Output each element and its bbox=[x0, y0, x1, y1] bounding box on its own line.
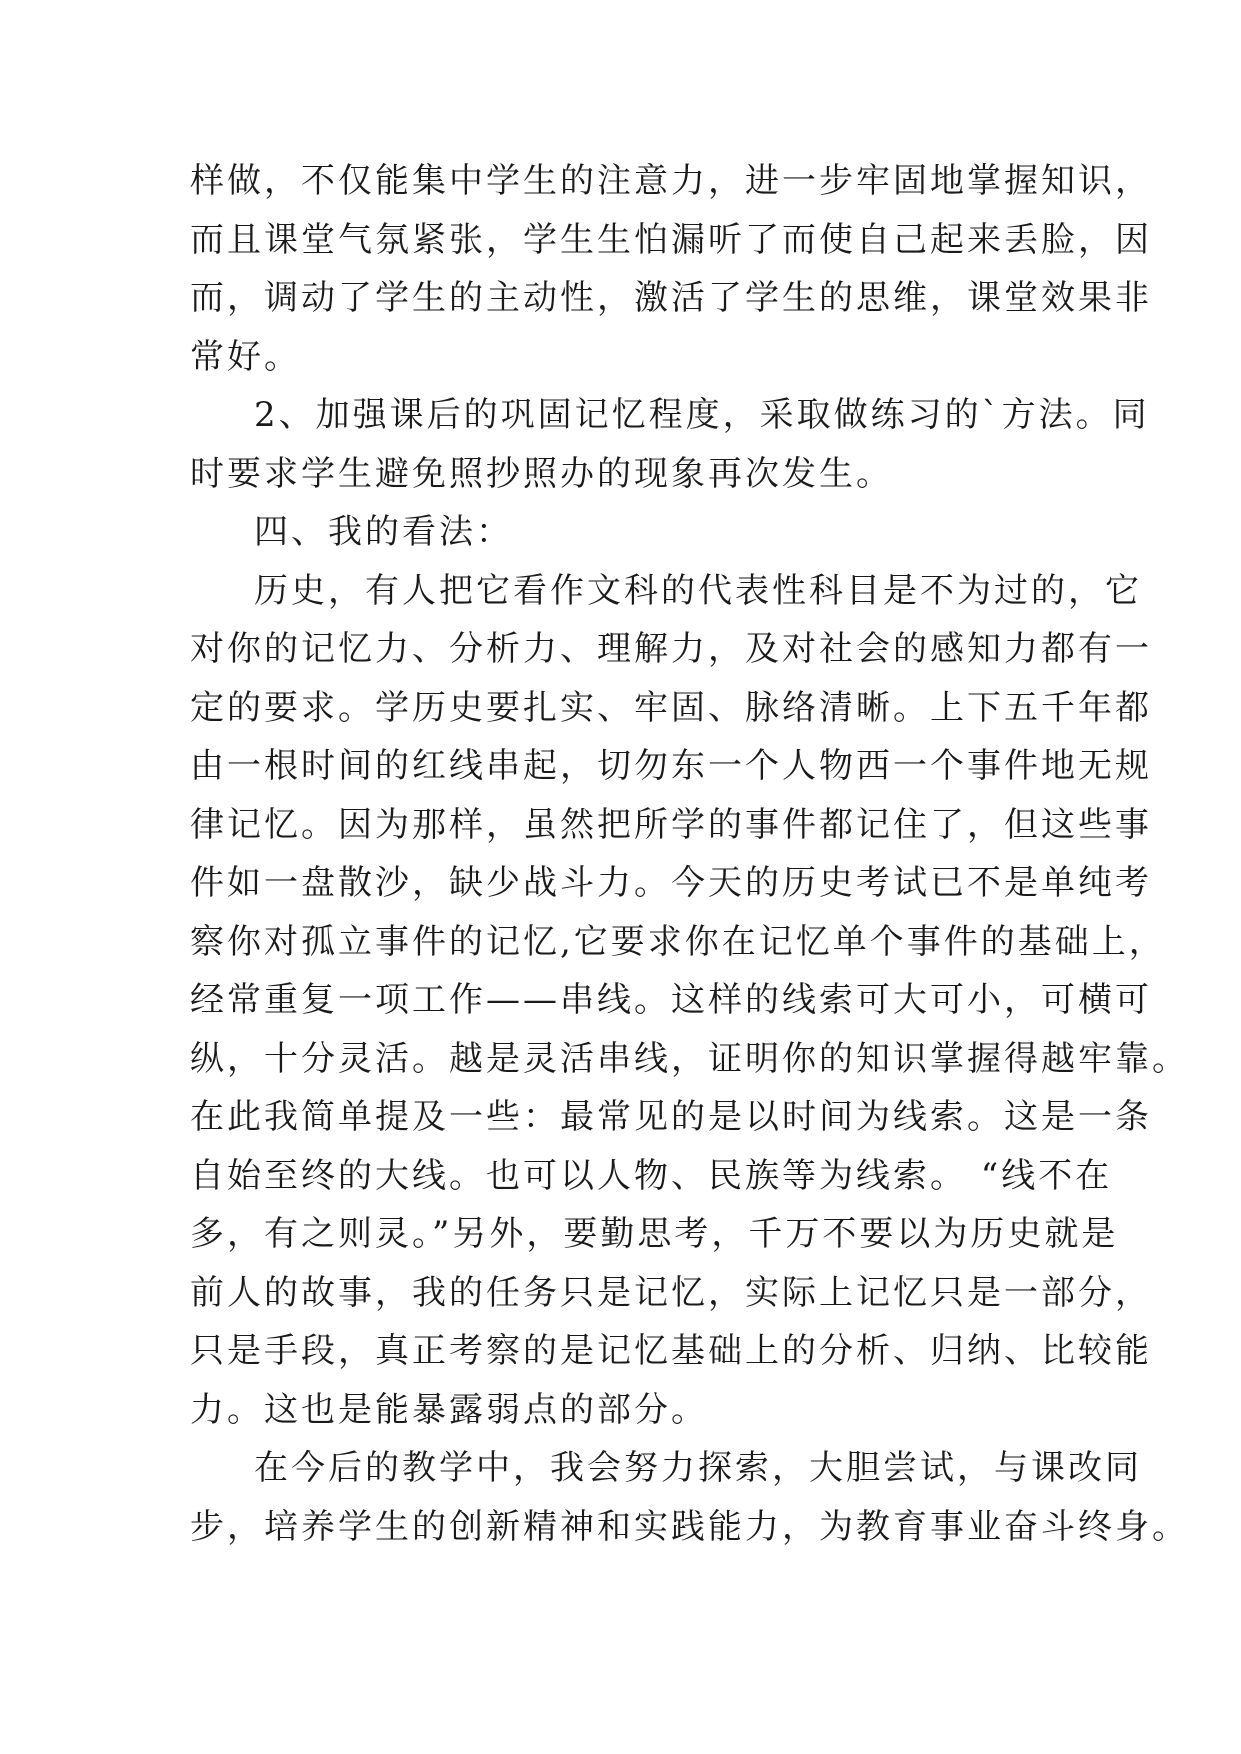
section-heading: 四、我的看法： bbox=[254, 512, 513, 552]
text-line: 时要求学生避免照抄照办的现象再次发生。 bbox=[190, 453, 893, 494]
text-line: 经常重复一项工作——串线。这样的线索可大可小，可横可 bbox=[190, 980, 1152, 1020]
text-line: 件如一盘散沙，缺少战斗力。今天的历史考试已不是单纯考 bbox=[190, 863, 1152, 903]
text-line: 力。这也是能暴露弱点的部分。 bbox=[190, 1389, 708, 1430]
text-line: 自始至终的大线。也可以人物、民族等为线索。 “线不在 bbox=[190, 1155, 1113, 1196]
text-line: 前人的故事，我的任务只是记忆，实际上记忆只是一部分， bbox=[190, 1272, 1152, 1313]
paragraph-start-line: 在今后的教学中，我会努力探索，大胆尝试，与课改同 bbox=[254, 1448, 1142, 1488]
text-line: 由一根时间的红线串起，切勿东一个人物西一个事件地无规 bbox=[190, 746, 1152, 786]
text-line: 纵，十分灵活。越是灵活串线，证明你的知识掌握得越牢靠。 bbox=[190, 1038, 1189, 1079]
text-line: 对你的记忆力、分析力、理解力，及对社会的感知力都有一 bbox=[190, 629, 1152, 669]
text-line: 而，调动了学生的主动性，激活了学生的思维，课堂效果非 bbox=[190, 278, 1152, 318]
paragraph-start-line: 历史，有人把它看作文科的代表性科目是不为过的，它 bbox=[254, 570, 1142, 611]
text-line: 律记忆。因为那样，虽然把所学的事件都记住了，但这些事 bbox=[190, 804, 1152, 845]
text-line: 常好。 bbox=[190, 336, 301, 377]
text-line: 定的要求。学历史要扎实、牢固、脉络清晰。上下五千年都 bbox=[190, 687, 1152, 728]
text-line: 步，培养学生的创新精神和实践能力，为教育事业奋斗终身。 bbox=[190, 1506, 1189, 1547]
text-line: 而且课堂气氛紧张，学生生怕漏听了而使自己起来丢脸，因 bbox=[190, 219, 1152, 260]
text-line: 多，有之则灵。”另外，要勤思考，千万不要以为历史就是 bbox=[190, 1214, 1119, 1254]
body-text bbox=[190, 152, 1189, 1556]
text-line: 在此我简单提及一些：最常见的是以时间为线索。这是一条 bbox=[190, 1097, 1152, 1137]
text-line: 只是手段，真正考察的是记忆基础上的分析、归纳、比较能 bbox=[190, 1331, 1152, 1371]
text-line: 察你对孤立事件的记忆,它要求你在记忆单个事件的基础上， bbox=[190, 921, 1166, 962]
paragraph-start-line: 2、加强课后的巩固记忆程度，采取做练习的`方法。同 bbox=[254, 395, 1150, 435]
text-line: 样做，不仅能集中学生的注意力，进一步牢固地掌握知识， bbox=[190, 161, 1152, 201]
